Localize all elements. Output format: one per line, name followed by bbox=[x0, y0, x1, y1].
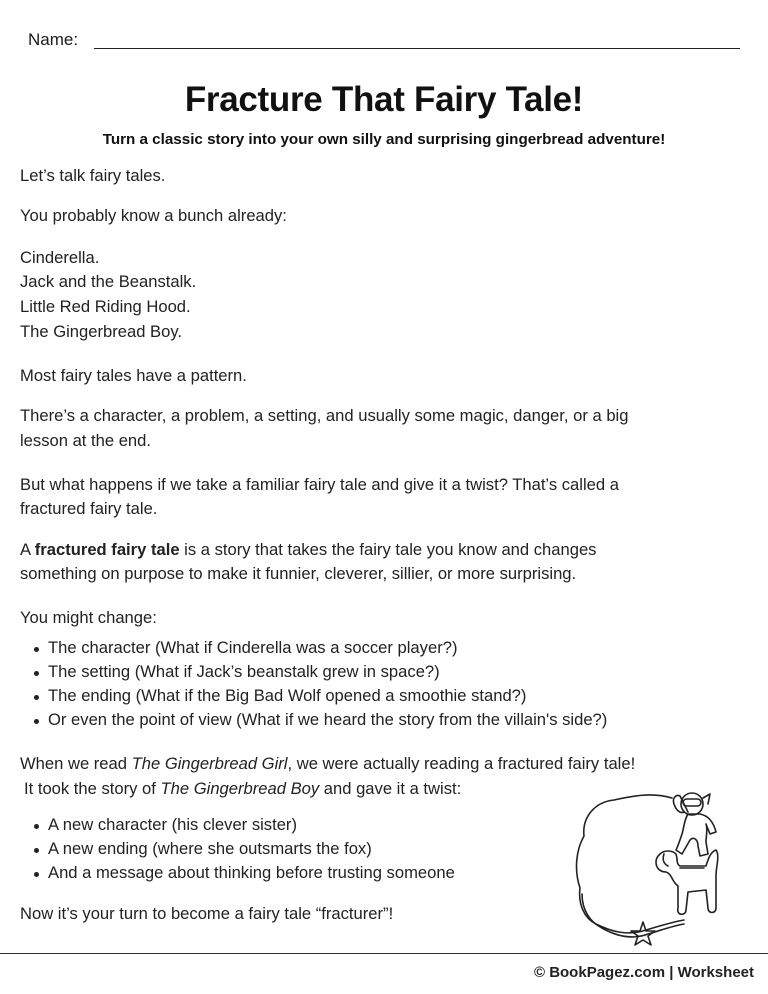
definition-paragraph-line bbox=[20, 540, 596, 560]
gingerbread-paragraph-line bbox=[20, 754, 635, 774]
page-subtitle: Turn a classic story into your own silly and surprising gingerbread adventure! bbox=[102, 131, 666, 148]
text-span: It took the story of bbox=[24, 779, 161, 798]
footer-credit: © BookPagez.com | Worksheet bbox=[533, 964, 754, 981]
tale-item: Cinderella. bbox=[20, 248, 100, 267]
change-bullet-item: The ending (What if the Big Bad Wolf opened a smoothie stand?) bbox=[48, 686, 527, 705]
definition-paragraph-line: something on purpose to make it funnier, cleverer, sillier, or more surprising. bbox=[20, 564, 577, 583]
twist-paragraph-line: fractured fairy tale. bbox=[20, 499, 158, 518]
definition-text: is a story that takes the fairy tale you know and changes bbox=[179, 540, 597, 559]
change-bullet-item: The character (What if Cinderella was a soccer player?) bbox=[48, 638, 458, 657]
elements-paragraph-line: lesson at the end. bbox=[20, 431, 151, 450]
change-bullet-item: Or even the point of view (What if we heard the story from the villain's side?) bbox=[48, 710, 608, 729]
book-title: The Gingerbread Boy bbox=[160, 779, 320, 798]
intro-paragraph-1: Let’s talk fairy tales. bbox=[20, 166, 166, 185]
tale-item: Little Red Riding Hood. bbox=[20, 297, 191, 316]
name-label: Name: bbox=[28, 30, 79, 49]
page-title: Fracture That Fairy Tale! bbox=[184, 80, 584, 119]
tale-item: Jack and the Beanstalk. bbox=[20, 272, 197, 291]
definition-prefix: A bbox=[20, 540, 35, 559]
twist-bullet-item: And a message about thinking before trusting someone bbox=[48, 863, 455, 882]
definition-term: fractured fairy tale bbox=[34, 540, 180, 559]
pattern-paragraph: Most fairy tales have a pattern. bbox=[20, 366, 247, 385]
elements-paragraph-line: There’s a character, a problem, a setting, and usually some magic, danger, or a big bbox=[20, 406, 629, 425]
intro-paragraph-2: You probably know a bunch already: bbox=[20, 206, 287, 225]
might-change-label: You might change: bbox=[20, 608, 157, 627]
footer-divider bbox=[0, 953, 768, 954]
tale-item: The Gingerbread Boy. bbox=[20, 322, 183, 341]
gingerbread-paragraph-line bbox=[24, 779, 461, 799]
gingerbread-astronaut-dog-cloud-icon bbox=[572, 790, 762, 950]
change-bullet-item: The setting (What if Jack’s beanstalk grew in space?) bbox=[48, 662, 440, 681]
twist-bullet-item: A new character (his clever sister) bbox=[48, 815, 297, 834]
name-input-line[interactable] bbox=[94, 48, 740, 49]
twist-paragraph-line: But what happens if we take a familiar fairy tale and give it a twist? That’s called a bbox=[20, 475, 619, 494]
closing-paragraph: Now it’s your turn to become a fairy tale “fracturer”! bbox=[20, 904, 394, 923]
twist-bullet-item: A new ending (where she outsmarts the fox) bbox=[48, 839, 372, 858]
text-span: and gave it a twist: bbox=[319, 779, 462, 798]
text-span: When we read bbox=[20, 754, 132, 773]
book-title: The Gingerbread Girl bbox=[131, 754, 288, 773]
text-span: , we were actually reading a fractured fairy tale! bbox=[287, 754, 636, 773]
